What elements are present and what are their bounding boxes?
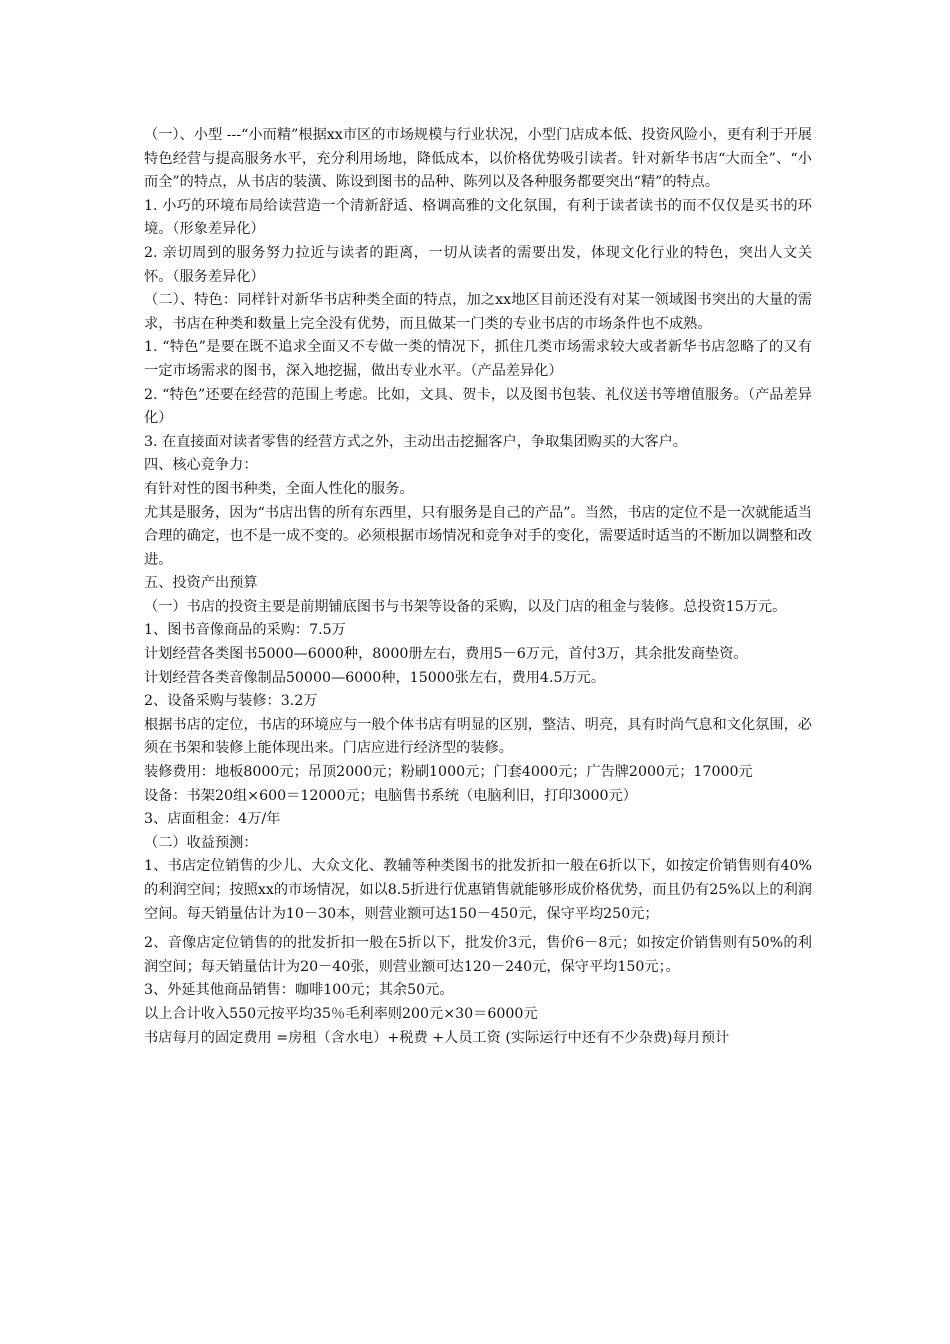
paragraph-books-plan: 计划经营各类图书5000—6000种，8000册左右，费用5－6万元，首付3万，其余批发商垫资。 — [144, 646, 748, 663]
paragraph-investment: （一）书店的投资主要是前期铺底图书与书架等设备的采购，以及门店的租金与装修。总投资15万元。 — [144, 598, 787, 615]
paragraph-rent: 3、店面租金：4万/年 — [144, 811, 281, 828]
section-heading-core: 四、核心竞争力： — [144, 457, 258, 474]
paragraph-decoration-costs: 装修费用：地板8000元；吊顶2000元；粉刷1000元；门套4000元；广告牌2000元；17000元 — [144, 764, 753, 781]
paragraph-feature-3: 3. 在直接面对读者零售的经营方式之外，主动出击挖掘客户，争取集团购买的大客户。 — [144, 433, 687, 450]
paragraph-core-2: 尤其是服务，因为“书店出售的所有东西里，只有服务是自己的产品”。当然，书店的定位不是一次就能适当合理的确定，也不是一成不变的。必须根据市场情况和竞争对手的变化，需要适时适当的不断加以调整和改进。 — [144, 504, 812, 568]
paragraph-feature-2: 2. “特色”还要在经营的范围上考虑。比如，文具、贺卡，以及图书包装、礼仪送书等增值服务。（产品差异化） — [144, 386, 812, 427]
paragraph-feature-1: 1. “特色”是要在既不追求全面又不专做一类的情况下，抓住几类市场需求较大或者新华书店忽略了的又有一定市场需求的图书，深入地挖掘，做出专业水平。（产品差异化） — [144, 339, 812, 379]
paragraph-av-plan: 计划经营各类音像制品50000—6000种，15000张左右，费用4.5万元。 — [144, 669, 606, 686]
section-heading-budget: 五、投资产出预算 — [144, 575, 258, 592]
document-body — [144, 124, 812, 1050]
paragraph-equipment-costs: 设备：书架20组×600＝12000元；电脑售书系统（电脑利旧，打印3000元） — [144, 787, 637, 804]
paragraph-revenue-books: 1、书店定位销售的少儿、大众文化、教辅等种类图书的批发折扣一般在6折以下，如按定价销售则有40%的利润空间；按照xx的市场情况，如以8.5折进行优惠销售就能够形成价格优势，而且仍有25%以上的利润空间。每天销量估计为10－30本，则营业额可达150－450元，保守平均250元； — [144, 858, 812, 922]
section-heading-revenue: （二）收益预测： — [144, 834, 258, 851]
paragraph-purchase-heading: 1、图书音像商品的采购：7.5万 — [144, 622, 346, 639]
paragraph-fixed-costs: 书店每月的固定费用 =房租（含水电）+税费 +人员工资 (实际运行中还有不少杂费)每月预计 — [144, 1029, 730, 1046]
paragraph-revenue-total: 以上合计收入550元按平均35％毛利率则200元×30＝6000元 — [144, 1005, 538, 1022]
paragraph-point-2: 2. 亲切周到的服务努力拉近与读者的距离，一切从读者的需要出发，体现文化行业的特色，突出人文关怀。（服务差异化） — [144, 244, 812, 285]
paragraph-environment: 根据书店的定位，书店的环境应与一般个体书店有明显的区别，整洁、明亮，具有时尚气息和文化氛围，必须在书架和装修上能体现出来。门店应进行经济型的装修。 — [144, 716, 812, 757]
paragraph-equipment-heading: 2、设备采购与装修：3.2万 — [144, 693, 318, 710]
paragraph-core-1: 有针对性的图书种类，全面人性化的服务。 — [144, 480, 414, 497]
paragraph-point-1: 1. 小巧的环境布局给读营造一个清新舒适、格调高雅的文化氛围，有利于读者读书的而不仅仅是买书的环境。（形象差异化） — [144, 197, 812, 238]
paragraph-revenue-av: 2、音像店定位销售的的批发折扣一般在5折以下，批发价3元，售价6－8元；如按定价销售则有50%的利润空间；每天销量估计为20－40张，则营业额可达120－240元，保守平均150元；。 — [144, 935, 812, 975]
paragraph-revenue-other: 3、外延其他商品销售：咖啡100元；其余50元。 — [144, 982, 454, 999]
paragraph-type-feature: （二）、特色：同样针对新华书店种类全面的特点，加之xx地区目前还没有对某一领域图书突出的大量的需求，书店在种类和数量上完全没有优势，而且做某一门类的专业书店的市场条件也不成熟。 — [144, 292, 812, 332]
paragraph-type-small: （一）、小型 ---“小而精”根据xx市区的市场规模与行业状况，小型门店成本低、投资风险小，更有利于开展特色经营与提高服务水平，充分利用场地，降低成本，以价格优势吸引读者。针对新华书店“大而全”、“小而全”的特点，从书店的装潢、陈设到图书的品种、陈列以及各种服务都要突出“精”的特点。 — [144, 127, 812, 191]
